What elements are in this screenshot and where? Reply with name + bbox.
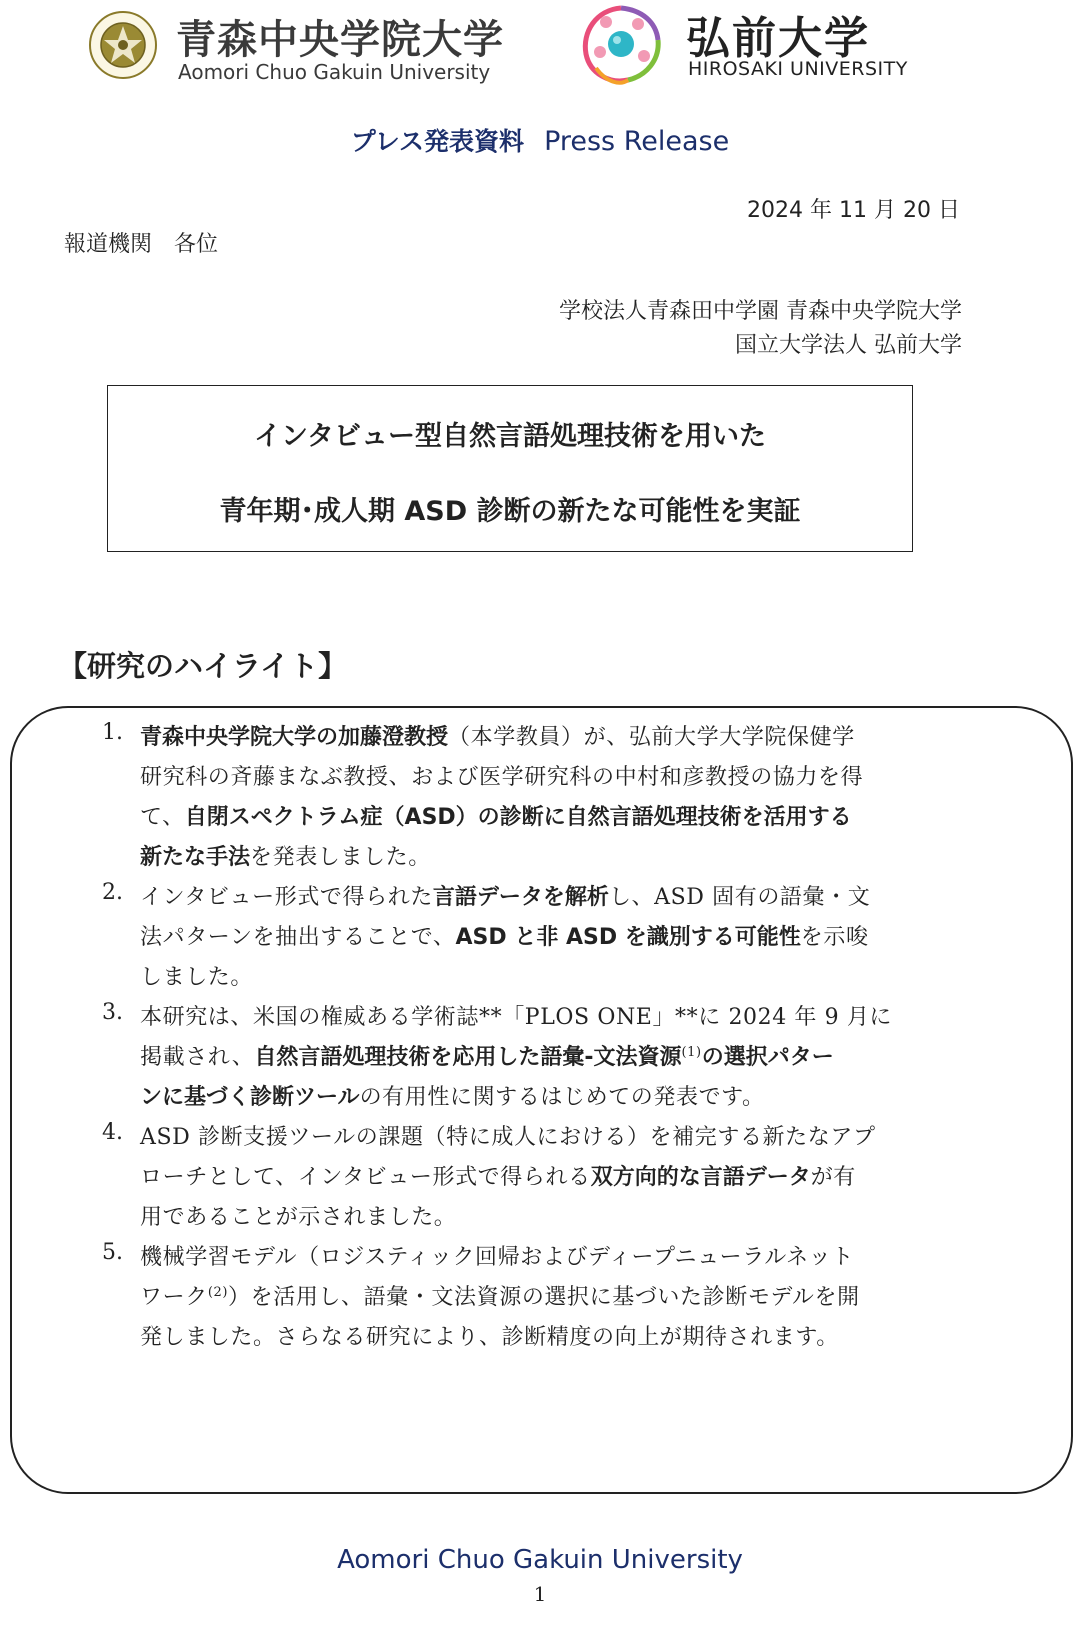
aomori-name-en: Aomori Chuo Gakuin University (178, 60, 491, 84)
body-text: 用であることが示されました。 (140, 1205, 457, 1230)
highlight-number: 4. (102, 1120, 123, 1145)
title-line-2: 青年期･成人期 ASD 診断の新たな可能性を実証 (219, 496, 801, 527)
highlight-line (140, 1080, 765, 1111)
footnote-ref: (1) (681, 1045, 702, 1060)
highlight-line (140, 880, 870, 911)
highlight-number: 1. (102, 720, 123, 745)
issuer-line-2: 国立大学法人 弘前大学 (735, 333, 962, 358)
press-label-en: Press Release (544, 126, 730, 157)
highlight-line (140, 840, 431, 871)
footnote-ref: (2) (207, 1285, 229, 1300)
highlight-line (140, 1280, 860, 1311)
emphasis-text: 自閉スペクトラム症（ASD）の診断に自然言語処理技術を活用する (184, 805, 852, 830)
emphasis-text: の選択パター (701, 1045, 834, 1070)
press-release-label (0, 122, 1080, 158)
highlight-number: 5. (102, 1240, 123, 1265)
highlight-number: 3. (102, 1000, 123, 1025)
body-text: ASD 診断支援ツールの課題（特に成人における）を補完する新たなアプ (140, 1125, 876, 1150)
body-text: ）を活用し、語彙・文法資源の選択に基づいた診断モデルを開 (228, 1285, 860, 1310)
highlight-line (140, 1200, 456, 1231)
body-text: を発表しました。 (250, 845, 431, 870)
emphasis-text: 青森中央学院大学の加藤澄教授 (140, 725, 449, 750)
highlight-line (140, 1320, 839, 1351)
university-seal-icon (88, 10, 158, 80)
title-box (107, 385, 913, 552)
hirosaki-name-en: HIROSAKI UNIVERSITY (688, 58, 908, 80)
body-text: （本学教員）が、弘前大学大学院保健学 (448, 725, 855, 750)
body-text: し、ASD 固有の語彙・文 (608, 885, 871, 910)
aomori-name-jp: 青森中央学院大学 (176, 16, 504, 63)
highlight-line (140, 1120, 876, 1151)
highlights-heading: 【研究のハイライト】 (58, 649, 348, 683)
highlight-line (140, 1000, 892, 1031)
emphasis-text: 双方向的な言語データ (590, 1165, 811, 1190)
highlights-box (10, 706, 1073, 1494)
body-text: 研究科の斉藤まなぶ教授、および医学研究科の中村和彦教授の協力を得 (140, 765, 864, 790)
emphasis-text: ンに基づく診断ツール (140, 1085, 360, 1110)
body-text: 機械学習モデル（ロジスティック回帰およびディープニューラルネット (140, 1245, 854, 1270)
title-line-1: インタビュー型自然言語処理技術を用いた (254, 421, 766, 452)
body-text: て、 (140, 805, 185, 830)
body-text: しました。 (140, 965, 254, 990)
highlight-line (140, 760, 863, 791)
highlight-line (140, 720, 855, 751)
highlight-number: 2. (102, 880, 123, 905)
cherry-blossom-icon (576, 2, 666, 88)
body-text: 法パターンを抽出することで、 (140, 925, 456, 950)
page-number: 1 (533, 1582, 547, 1606)
footer-university-name: Aomori Chuo Gakuin University (337, 1545, 743, 1575)
body-text: が有 (810, 1165, 856, 1190)
aomori-chuo-gakuin-logo (88, 10, 528, 88)
body-text: 掲載され、 (140, 1045, 255, 1070)
body-text: ローチとして、インタビュー形式で得られる (140, 1165, 591, 1190)
body-text: ワーク (140, 1285, 208, 1310)
hirosaki-name-jp: 弘前大学 (686, 13, 870, 64)
highlight-line (140, 800, 852, 831)
hirosaki-university-logo (576, 2, 906, 88)
highlight-line (140, 1240, 854, 1271)
body-text: インタビュー形式で得られた (140, 885, 433, 910)
emphasis-text: 新たな手法 (140, 845, 251, 870)
highlight-line (140, 920, 869, 951)
issuer-line-1: 学校法人青森田中学園 青森中央学院大学 (559, 299, 962, 324)
body-text: 発しました。さらなる研究により、診断精度の向上が期待されます。 (140, 1325, 839, 1350)
release-date: 2024 年 11 月 20 日 (747, 198, 960, 223)
body-text: を示唆 (800, 925, 869, 950)
emphasis-text: ASD と非 ASD を識別する可能性 (455, 925, 801, 950)
press-label-jp: プレス発表資料 (350, 127, 525, 156)
recipients: 報道機関 各位 (64, 232, 219, 257)
emphasis-text: 言語データを解析 (432, 885, 609, 910)
highlight-line (140, 1040, 834, 1071)
emphasis-text: 自然言語処理技術を応用した語彙-文法資源 (254, 1045, 682, 1070)
highlight-line (140, 1160, 856, 1191)
highlight-line (140, 960, 253, 991)
body-text: の有用性に関するはじめての発表です。 (359, 1085, 765, 1110)
body-text: 本研究は、米国の権威ある学術誌**「PLOS ONE」**に 2024 年 9 月に (140, 1005, 893, 1030)
